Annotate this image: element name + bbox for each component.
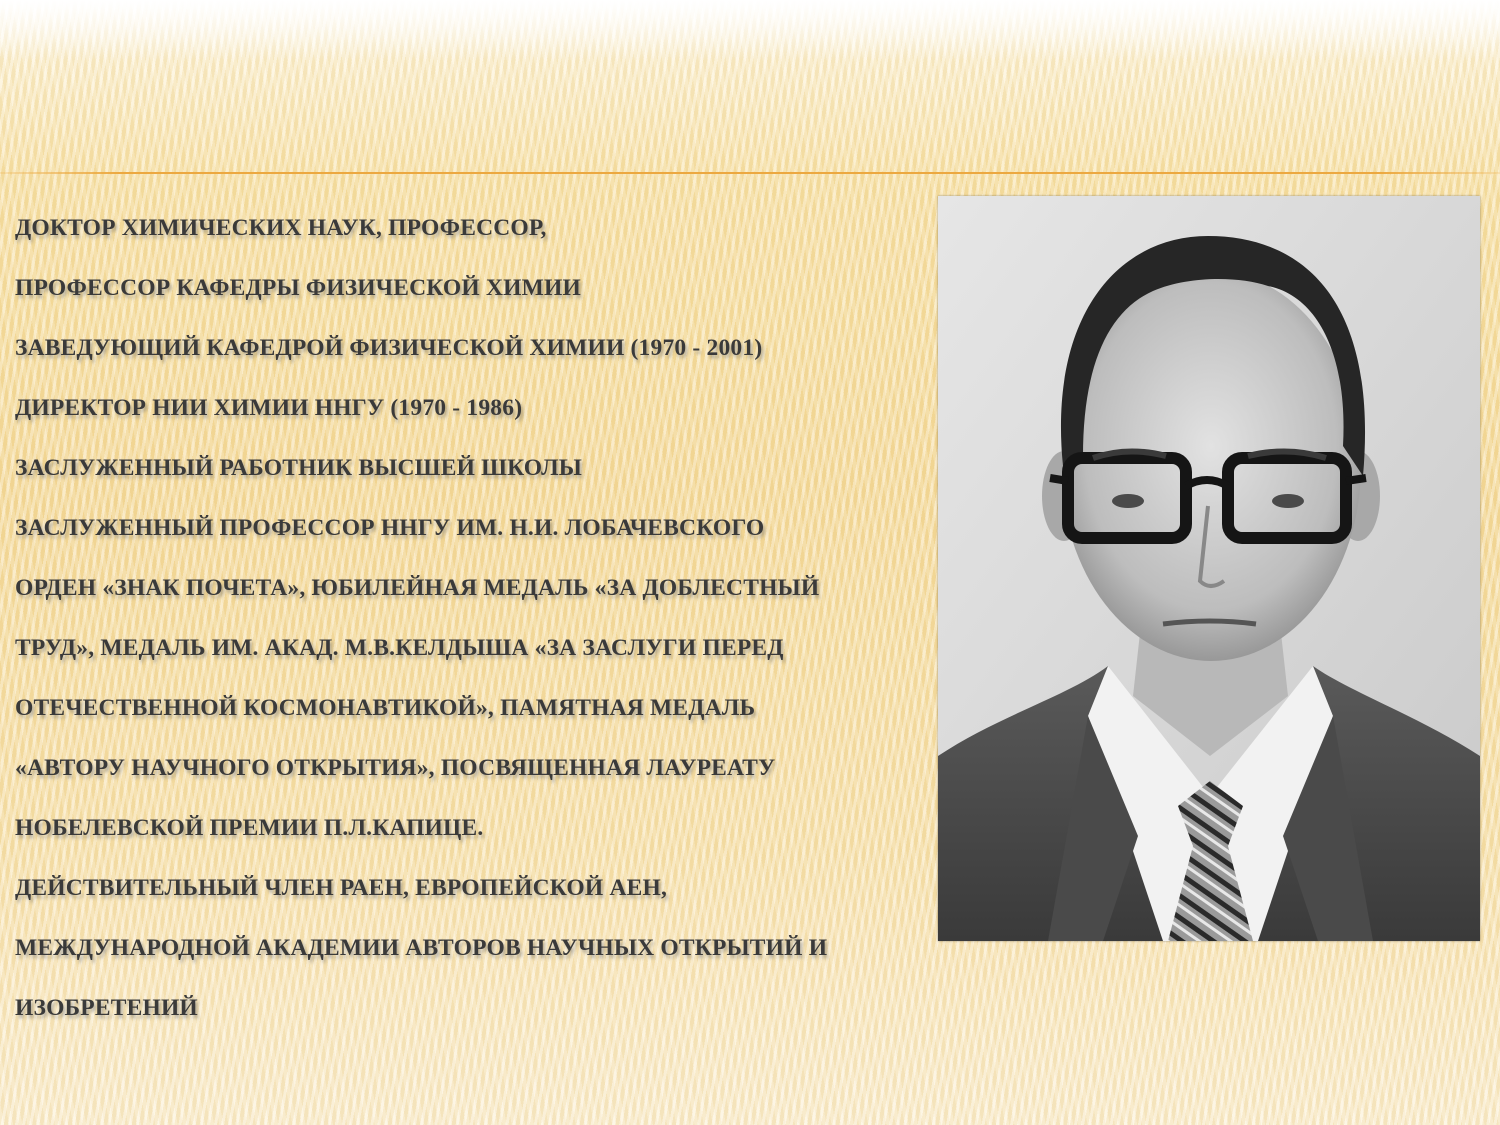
biography-text xyxy=(15,206,915,1046)
bio-line: НОБЕЛЕВСКОЙ ПРЕМИИ П.Л.КАПИЦЕ. xyxy=(15,815,484,841)
bio-line: ЗАСЛУЖЕННЫЙ ПРОФЕССОР ННГУ ИМ. Н.И. ЛОБАЧЕВСКОГО xyxy=(15,515,765,541)
bio-line: ИЗОБРЕТЕНИЙ xyxy=(15,995,198,1021)
bio-line: ПРОФЕССОР КАФЕДРЫ ФИЗИЧЕСКОЙ ХИМИИ xyxy=(15,275,581,301)
bio-line: ОТЕЧЕСТВЕННОЙ КОСМОНАВТИКОЙ», ПАМЯТНАЯ МЕДАЛЬ xyxy=(15,695,756,721)
bio-line: ТРУД», МЕДАЛЬ ИМ. АКАД. М.В.КЕЛДЫША «ЗА ЗАСЛУГИ ПЕРЕД xyxy=(15,635,784,661)
bio-line: ЗАВЕДУЮЩИЙ КАФЕДРОЙ ФИЗИЧЕСКОЙ ХИМИИ (1970 - 2001) xyxy=(15,335,763,361)
portrait-photo xyxy=(938,196,1480,941)
bio-line: ОРДЕН «ЗНАК ПОЧЕТА», ЮБИЛЕЙНАЯ МЕДАЛЬ «ЗА ДОБЛЕСТНЫЙ xyxy=(15,575,820,601)
bio-line: ЗАСЛУЖЕННЫЙ РАБОТНИК ВЫСШЕЙ ШКОЛЫ xyxy=(15,455,583,481)
title-divider-line xyxy=(0,172,1500,174)
top-highlight xyxy=(0,0,1500,60)
bio-line: МЕЖДУНАРОДНОЙ АКАДЕМИИ АВТОРОВ НАУЧНЫХ ОТКРЫТИЙ И xyxy=(15,935,828,961)
bio-line: ДИРЕКТОР НИИ ХИМИИ ННГУ (1970 - 1986) xyxy=(15,395,523,421)
bio-line: «АВТОРУ НАУЧНОГО ОТКРЫТИЯ», ПОСВЯЩЕННАЯ ЛАУРЕАТУ xyxy=(15,755,776,781)
bio-line: ДОКТОР ХИМИЧЕСКИХ НАУК, ПРОФЕССОР, xyxy=(15,215,547,241)
bio-line: ДЕЙСТВИТЕЛЬНЫЙ ЧЛЕН РАЕН, ЕВРОПЕЙСКОЙ АЕН, xyxy=(15,875,668,901)
